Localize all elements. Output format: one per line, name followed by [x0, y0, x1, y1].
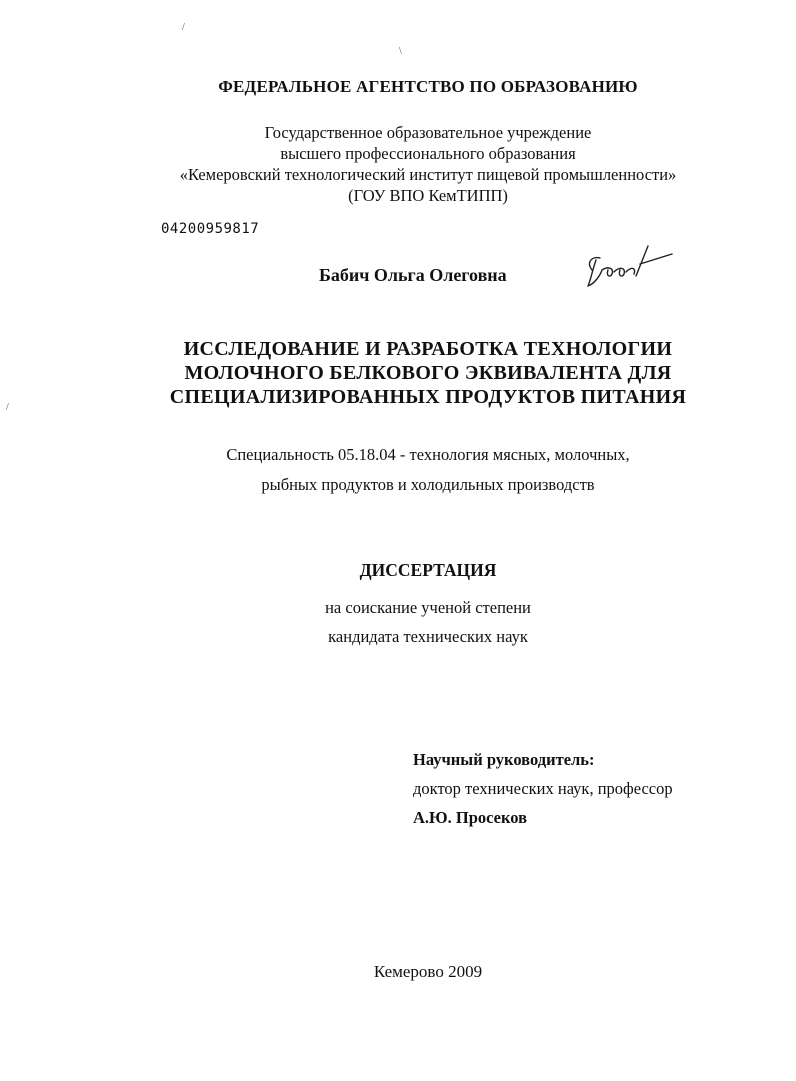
author-signature	[578, 240, 673, 295]
specialty-block	[30, 440, 796, 500]
scan-mark: \	[399, 46, 402, 57]
degree-line: кандидата технических наук	[328, 627, 528, 646]
document-type: ДИССЕРТАЦИЯ	[359, 560, 497, 580]
specialty-line: рыбных продуктов и холодильных производств	[261, 475, 595, 494]
degree-block	[30, 593, 796, 651]
catalog-code: 04200959817	[161, 221, 260, 237]
supervisor-label: Научный руководитель:	[413, 750, 595, 769]
supervisor-degree: доктор технических наук, профессор	[413, 779, 673, 798]
institution-line: Государственное образовательное учреждение	[264, 123, 592, 142]
institution-line: высшего профессионального образования	[280, 144, 576, 163]
author-name: Бабич Ольга Олеговна	[319, 265, 507, 285]
supervisor-block	[413, 745, 673, 832]
supervisor-name: А.Ю. Просеков	[413, 808, 528, 827]
place-year: Кемерово 2009	[373, 962, 483, 981]
institution-block	[30, 122, 796, 206]
scan-mark: /	[182, 22, 185, 33]
scan-mark: /	[6, 402, 9, 413]
dissertation-title	[30, 337, 796, 409]
degree-line: на соискание ученой степени	[325, 598, 531, 617]
title-line: ИССЛЕДОВАНИЕ И РАЗРАБОТКА ТЕХНОЛОГИИ	[183, 338, 673, 360]
title-line: МОЛОЧНОГО БЕЛКОВОГО ЭКВИВАЛЕНТА ДЛЯ	[184, 362, 672, 384]
agency-heading: ФЕДЕРАЛЬНОЕ АГЕНТСТВО ПО ОБРАЗОВАНИЮ	[218, 77, 638, 96]
institution-line: «Кемеровский технологический институт пищевой промышленности»	[179, 165, 677, 184]
institution-line: (ГОУ ВПО КемТИПП)	[348, 186, 508, 205]
specialty-line: Специальность 05.18.04 - технология мясных, молочных,	[226, 445, 630, 464]
title-line: СПЕЦИАЛИЗИРОВАННЫХ ПРОДУКТОВ ПИТАНИЯ	[169, 386, 687, 408]
